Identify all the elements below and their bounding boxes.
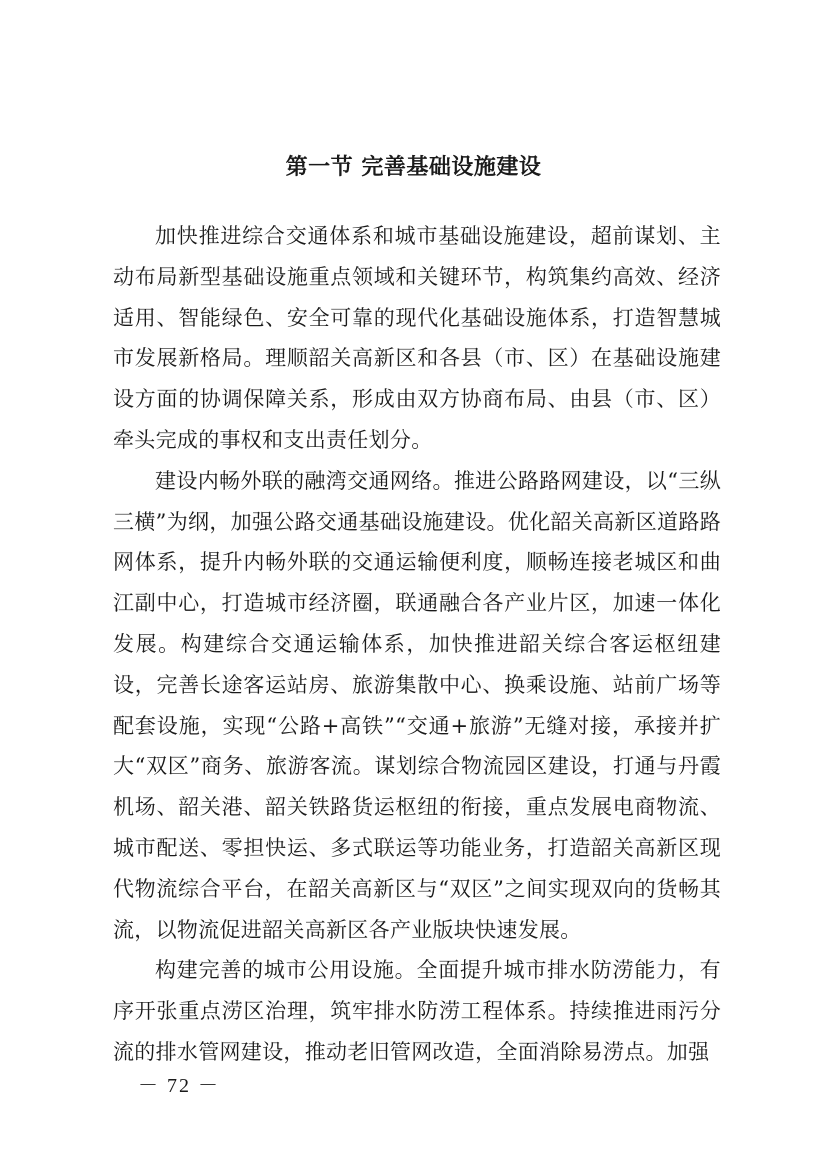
body-text bbox=[113, 216, 721, 1073]
section-title: 第一节 完善基础设施建设 bbox=[285, 155, 542, 180]
paragraph-transport-network: 建设内畅外联的融湾交通网络。推进公路路网建设，以“三纵三横”为纲，加强公路交通基础设施建设。优化韶关高新区道路路网体系，提升内畅外联的交通运输便利度，顺畅连接老城区和曲江副中心，打造城市经济圈，联通融合各产业片区，加速一体化发展。构建综合交通运输体系，加快推进韶关综合客运枢纽建设，完善长途客运站房、旅游集散中心、换乘设施、站前广场等配套设施，实现“公路+高铁”“交通+旅游”无缝对接，承接并扩大“双区”商务、旅游客流。谋划综合物流园区建设，打通与丹霞机场、韶关港、韶关铁路货运枢纽的衔接，重点发展电商物流、城市配送、零担快运、多式联运等功能业务，打造韶关高新区现代物流综合平台，在韶关高新区与“双区”之间实现双向的货畅其流，以物流促进韶关高新区各产业版块快速发展。 bbox=[113, 468, 721, 942]
paragraph-infrastructure-overview: 加快推进综合交通体系和城市基础设施建设，超前谋划、主动布局新型基础设施重点领域和关键环节，构筑集约高效、经济适用、智能绿色、安全可靠的现代化基础设施体系，打造智慧城市发展新格局。理顺韶关高新区和各县（市、区）在基础设施建设方面的协调保障关系，形成由双方协商布局、由县（市、区）牵头完成的事权和支出责任划分。 bbox=[113, 224, 721, 452]
page-number: － 72 － bbox=[138, 1075, 220, 1097]
paragraph-public-utilities: 构建完善的城市公用设施。全面提升城市排水防涝能力，有序开张重点涝区治理，筑牢排水防涝工程体系。持续推进雨污分流的排水管网建设，推动老旧管网改造，全面消除易涝点。加强 bbox=[113, 958, 721, 1064]
